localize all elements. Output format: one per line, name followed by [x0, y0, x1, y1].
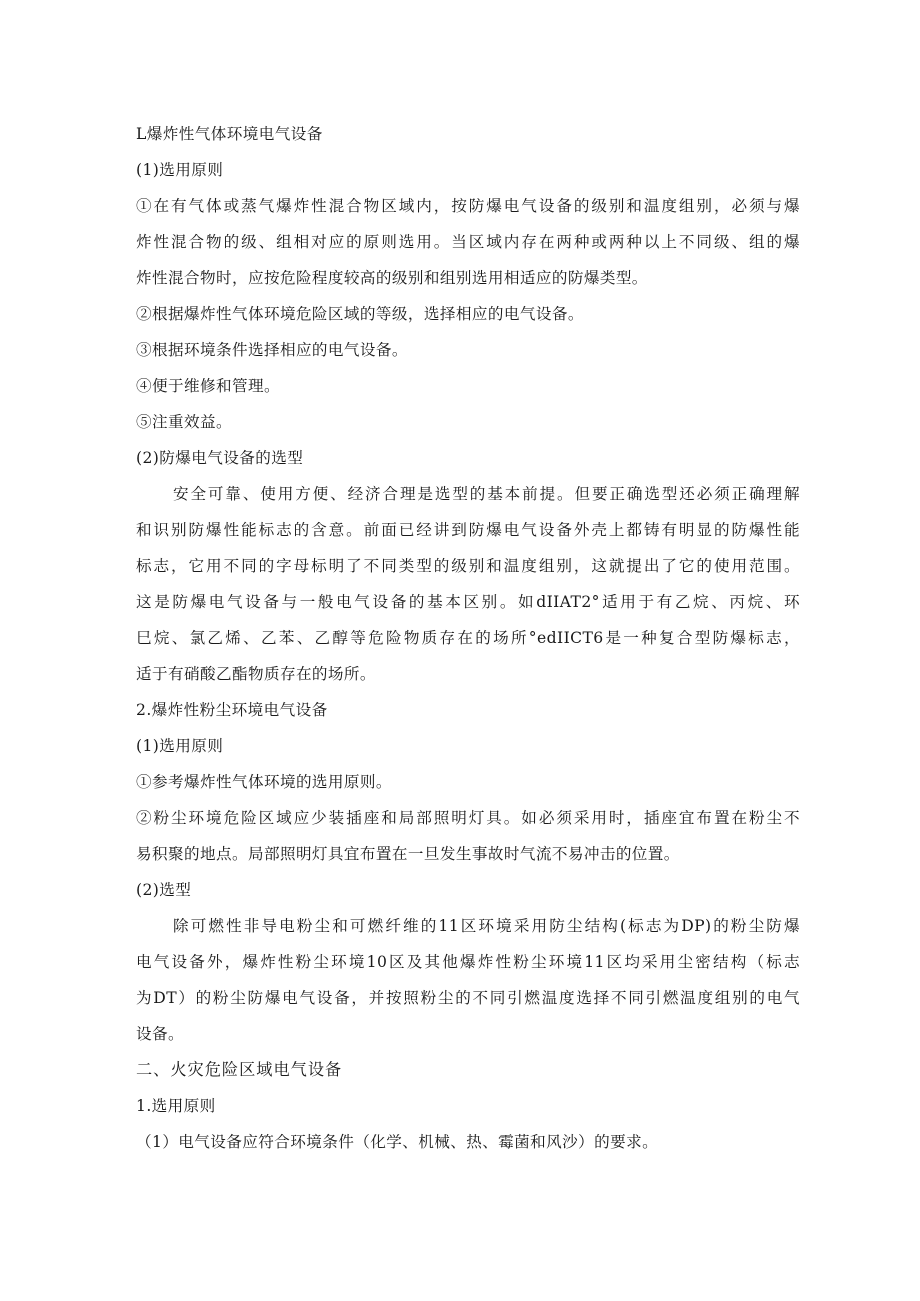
section-heading-dust-equipment: 2.爆炸性粉尘环境电气设备	[136, 701, 328, 719]
section-heading-fire-hazard: 二、火灾危险区域电气设备	[136, 1060, 343, 1079]
paragraph-line: 为DT）的粉尘防爆电气设备，并按照粉尘的不同引燃温度选择不同引燃温度组别的电气	[136, 989, 800, 1007]
list-item: ②粉尘环境危险区域应少装插座和局部照明灯具。如必须采用时，插座宜布置在粉尘不	[136, 809, 800, 827]
paragraph-line: 除可燃性非导电粉尘和可燃纤维的11区环境采用防尘结构(标志为DP)的粉尘防爆	[173, 917, 800, 935]
subheading-selection-principle: (1)选用原则	[136, 161, 224, 179]
subheading-equipment-selection: (2)防爆电气设备的选型	[136, 449, 304, 467]
subheading-selection-principle: (1)选用原则	[136, 737, 224, 755]
paragraph-line: 炸性混合物的级、组相对应的原则选用。当区域内存在两种或两种以上不同级、组的爆	[136, 233, 800, 251]
list-item: ④便于维修和管理。	[136, 377, 280, 395]
list-item: （1）电气设备应符合环境条件（化学、机械、热、霉菌和风沙）的要求。	[136, 1133, 659, 1151]
paragraph-line: 易积聚的地点。局部照明灯具宜布置在一旦发生事故时气流不易冲击的位置。	[136, 845, 680, 863]
subheading-selection-principle: 1.选用原则	[136, 1097, 216, 1115]
list-item: ②根据爆炸性气体环境危险区域的等级，选择相应的电气设备。	[136, 305, 584, 323]
subheading-selection: (2)选型	[136, 881, 192, 899]
paragraph-line: 设备。	[136, 1025, 184, 1043]
paragraph-line: 适于有硝酸乙酯物质存在的场所。	[136, 665, 376, 683]
list-item: ①参考爆炸性气体环境的选用原则。	[136, 773, 392, 791]
paragraph-line: 和识别防爆性能标志的含意。前面已经讲到防爆电气设备外壳上都铸有明显的防爆性能	[136, 521, 800, 539]
paragraph-line: 电气设备外，爆炸性粉尘环境10区及其他爆炸性粉尘环境11区均采用尘密结构（标志	[136, 953, 800, 971]
paragraph-line: 这是防爆电气设备与一般电气设备的基本区别。如dIIAT2°适用于有乙烷、丙烷、环	[136, 593, 800, 611]
paragraph-line: 安全可靠、使用方便、经济合理是选型的基本前提。但要正确选型还必须正确理解	[173, 485, 800, 503]
paragraph-line: 炸性混合物时，应按危险程度较高的级别和组别选用相适应的防爆类型。	[136, 269, 648, 287]
list-item: ⑤注重效益。	[136, 413, 232, 431]
list-item: ③根据环境条件选择相应的电气设备。	[136, 341, 408, 359]
paragraph-line: 标志，它用不同的字母标明了不同类型的级别和温度组别，这就提出了它的使用范围。	[136, 557, 800, 575]
paragraph-line: ①在有气体或蒸气爆炸性混合物区域内，按防爆电气设备的级别和温度组别，必须与爆	[136, 197, 800, 215]
paragraph-line: 巳烷、氯乙烯、乙苯、乙醇等危险物质存在的场所°edIICT6是一种复合型防爆标志，	[136, 629, 800, 647]
section-heading-gas-equipment: L爆炸性气体环境电气设备	[136, 125, 323, 143]
